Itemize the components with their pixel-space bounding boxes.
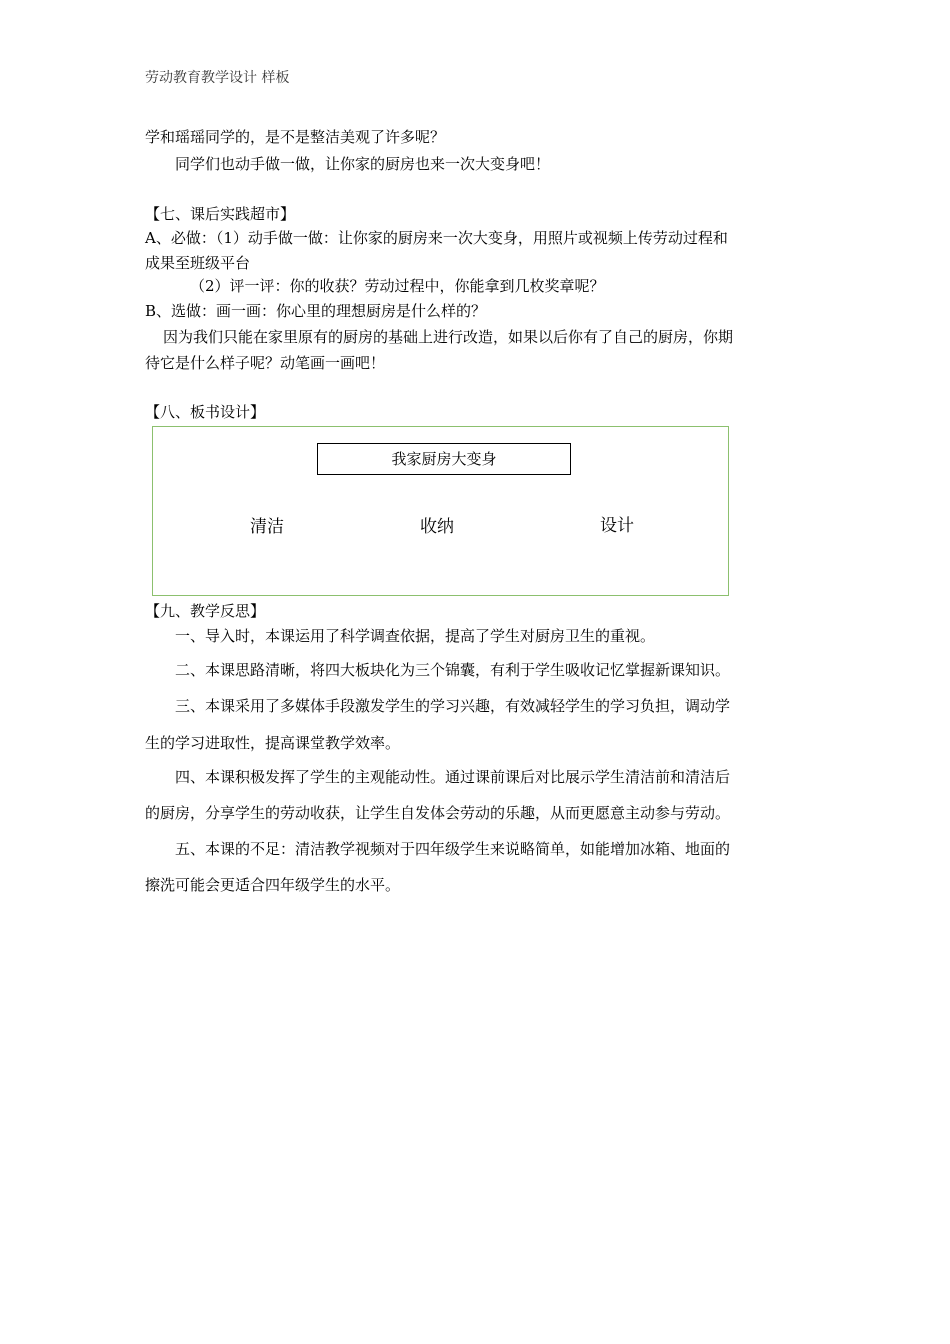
board-item-cleaning: 清洁 (250, 517, 284, 537)
section-7-b-line-3: 待它是什么样子呢？动笔画一画吧！ (145, 354, 386, 372)
reflection-p1: 一、导入时，本课运用了科学调查依据，提高了学生对厨房卫生的重视。 (175, 627, 656, 645)
reflection-p5-line-1: 五、本课的不足：清洁教学视频对于四年级学生来说略简单，如能增加冰箱、地面的 (175, 840, 731, 858)
reflection-p4-line-1: 四、本课积极发挥了学生的主观能动性。通过课前课后对比展示学生清洁前和清洁后 (175, 768, 731, 786)
section-7-b-line-2: 因为我们只能在家里原有的厨房的基础上进行改造，如果以后你有了自己的厨房，你期 (163, 328, 734, 346)
intro-line-1: 学和瑶瑶同学的，是不是整洁美观了许多呢？ (145, 128, 446, 146)
section-7-heading: 【七、课后实践超市】 (145, 205, 296, 223)
board-item-storage: 收纳 (420, 517, 454, 537)
page-header: 劳动教育教学设计 样板 (145, 70, 290, 86)
reflection-p3-line-1: 三、本课采用了多媒体手段激发学生的学习兴趣，有效减轻学生的学习负担，调动学 (175, 697, 731, 715)
board-item-design: 设计 (600, 516, 634, 536)
reflection-p4-line-2: 的厨房，分享学生的劳动收获，让学生自发体会劳动的乐趣，从而更愿意主动参与劳动。 (145, 804, 731, 822)
board-title: 我家厨房大变身 (317, 443, 571, 475)
reflection-p2: 二、本课思路清晰，将四大板块化为三个锦囊，有利于学生吸收记忆掌握新课知识。 (175, 661, 731, 679)
section-8-heading: 【八、板书设计】 (145, 403, 266, 421)
section-7-a-line-3: （2）评一评：你的收获？劳动过程中，你能拿到几枚奖章呢？ (190, 277, 605, 295)
blackboard-design-box (152, 426, 729, 596)
section-7-a-line-2: 成果至班级平台 (145, 254, 251, 272)
section-7-a-line-1: A、必做：（1）动手做一做：让你家的厨房来一次大变身，用照片或视频上传劳动过程和 (145, 229, 728, 247)
section-7-b-line-1: B、选做：画一画：你心里的理想厨房是什么样的？ (145, 302, 487, 320)
section-9-heading: 【九、教学反思】 (145, 602, 266, 620)
reflection-p5-line-2: 擦洗可能会更适合四年级学生的水平。 (145, 876, 401, 894)
intro-line-2: 同学们也动手做一做，让你家的厨房也来一次大变身吧！ (175, 155, 551, 173)
reflection-p3-line-2: 生的学习进取性，提高课堂教学效率。 (145, 734, 401, 752)
